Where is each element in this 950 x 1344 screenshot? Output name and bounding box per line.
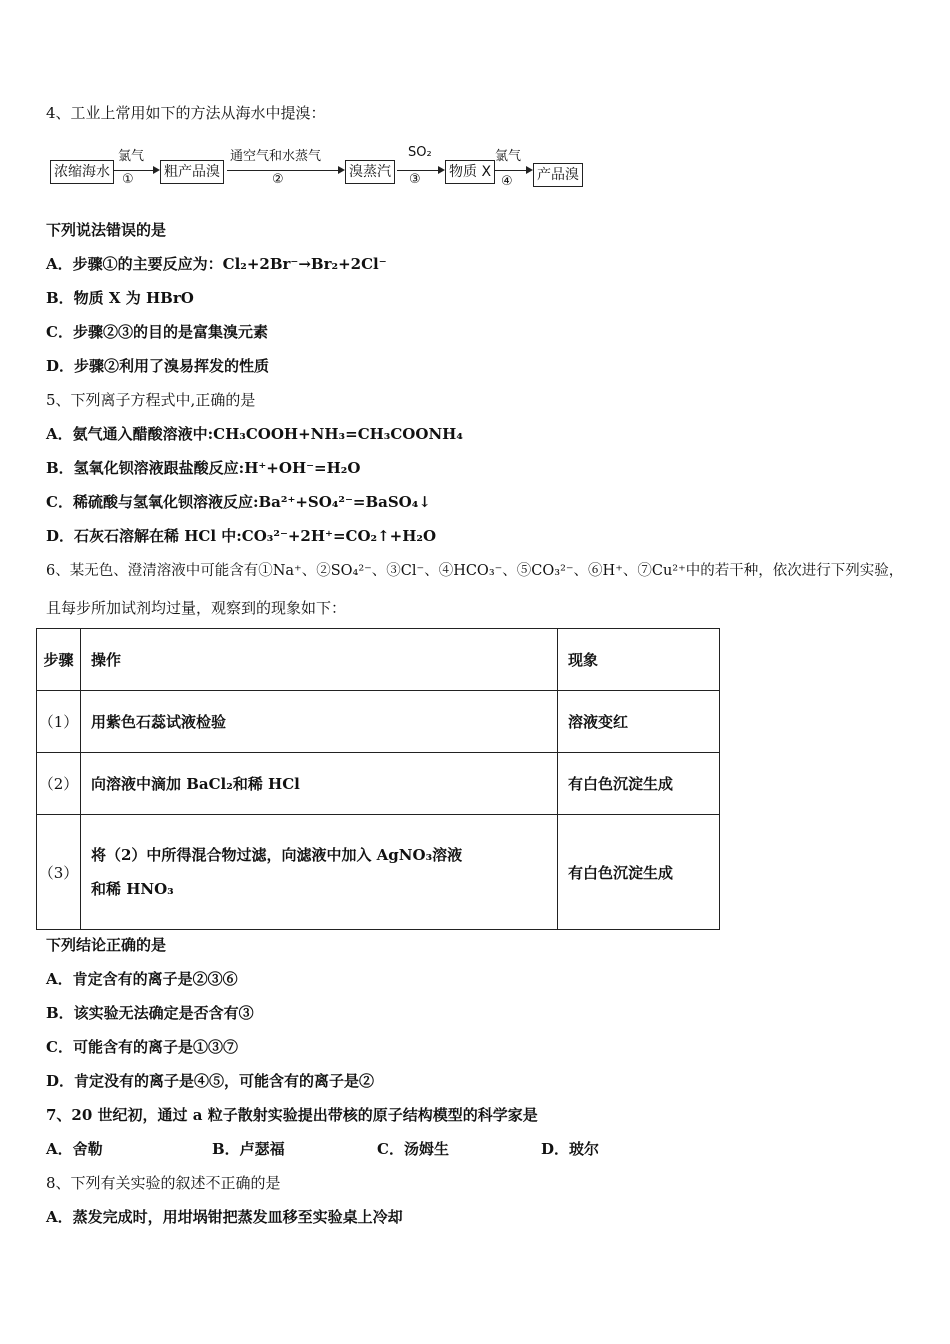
flow-arrow1-label: 氯气 [118, 149, 145, 164]
q7-option-d: D．玻尔 [541, 1140, 600, 1158]
flow-box-4: 物质 X [445, 160, 495, 184]
flow-arrow2-label: 通空气和水蒸气 [230, 149, 322, 164]
q5-option-c: C．稀硫酸与氢氧化钡溶液反应:Ba²⁺+SO₄²⁻=BaSO₄↓ [46, 493, 431, 511]
row3-operation [81, 815, 558, 930]
q4-prompt: 下列说法错误的是 [46, 221, 167, 239]
flow-arrow4-label: 氯气 [495, 149, 522, 164]
q4-option-a: A．步骤①的主要反应为：Cl₂+2Br⁻→Br₂+2Cl⁻ [46, 255, 387, 273]
flow-arrow1-step: ① [122, 172, 134, 187]
experiment-table [36, 628, 720, 930]
flow-box-3: 溴蒸汽 [345, 160, 395, 184]
flow-arrow-3 [397, 170, 443, 171]
header-step: 步骤 [37, 629, 81, 691]
flow-box-1: 浓缩海水 [50, 160, 114, 184]
q4-option-c: C．步骤②③的目的是富集溴元素 [46, 323, 268, 341]
q8-stem: 8、下列有关实验的叙述不正确的是 [46, 1174, 281, 1192]
row2-operation: 向溶液中滴加 BaCl₂和稀 HCl [81, 753, 558, 815]
row3-operation-line1: 将（2）中所得混合物过滤，向滤液中加入 AgNO₃溶液 [91, 846, 463, 864]
flow-arrow-1 [114, 170, 158, 171]
q7-stem: 7、20 世纪初，通过 a 粒子散射实验提出带核的原子结构模型的科学家是 [46, 1106, 538, 1124]
q5-option-a: A．氨气通入醋酸溶液中:CH₃COOH+NH₃=CH₃COONH₄ [46, 425, 463, 443]
header-phenomenon: 现象 [558, 629, 720, 691]
q8-option-a: A．蒸发完成时，用坩埚钳把蒸发皿移至实验桌上冷却 [46, 1208, 403, 1226]
row1-step: （1） [37, 691, 81, 753]
flow-box-2: 粗产品溴 [160, 160, 224, 184]
q7-option-b: B．卢瑟福 [212, 1140, 285, 1158]
q6-option-d: D．肯定没有的离子是④⑤，可能含有的离子是② [46, 1072, 375, 1090]
q4-option-d: D．步骤②利用了溴易挥发的性质 [46, 357, 270, 375]
q6-prompt: 下列结论正确的是 [46, 936, 167, 954]
q5-stem: 5、下列离子方程式中,正确的是 [46, 391, 256, 409]
table-row [37, 691, 720, 753]
flow-arrow-4 [494, 170, 531, 171]
header-operation: 操作 [81, 629, 558, 691]
row1-operation: 用紫色石蕊试液检验 [81, 691, 558, 753]
table-row [37, 753, 720, 815]
q4-stem: 4、工业上常用如下的方法从海水中提溴： [46, 104, 326, 122]
q4-option-b: B．物质 X 为 HBrO [46, 289, 194, 307]
row3-operation-line2: 和稀 HNO₃ [91, 880, 174, 898]
flow-arrow3-label: SO₂ [408, 145, 432, 160]
q6-stem-line1: 6、某无色、澄清溶液中可能含有①Na⁺、②SO₄²⁻、③Cl⁻、④HCO₃⁻、⑤CO₃²⁻、⑥H⁺、⑦Cu²⁺中的若干种，依次进行下列实验， [46, 563, 904, 579]
row1-phenomenon: 溶液变红 [558, 691, 720, 753]
flow-arrow4-step: ④ [501, 174, 513, 189]
q6-option-b: B．该实验无法确定是否含有③ [46, 1004, 254, 1022]
flow-box-5: 产品溴 [533, 163, 583, 187]
flow-arrow-2 [227, 170, 343, 171]
row3-step: （3） [37, 815, 81, 930]
q6-stem-line2: 且每步所加试剂均过量，观察到的现象如下： [46, 599, 347, 617]
q5-option-b: B．氢氧化钡溶液跟盐酸反应:H⁺+OH⁻=H₂O [46, 459, 361, 477]
row3-phenomenon: 有白色沉淀生成 [558, 815, 720, 930]
q6-option-a: A．肯定含有的离子是②③⑥ [46, 970, 238, 988]
flow-arrow3-step: ③ [409, 172, 421, 187]
extraction-flow-diagram [46, 146, 606, 196]
table-header-row [37, 629, 720, 691]
table-row [37, 815, 720, 930]
row2-phenomenon: 有白色沉淀生成 [558, 753, 720, 815]
q5-option-d: D．石灰石溶解在稀 HCl 中:CO₃²⁻+2H⁺=CO₂↑+H₂O [46, 527, 437, 545]
flow-arrow2-step: ② [272, 172, 284, 187]
q7-option-a: A．舍勒 [46, 1140, 103, 1158]
q6-option-c: C．可能含有的离子是①③⑦ [46, 1038, 238, 1056]
q7-option-c: C．汤姆生 [377, 1140, 449, 1158]
row2-step: （2） [37, 753, 81, 815]
